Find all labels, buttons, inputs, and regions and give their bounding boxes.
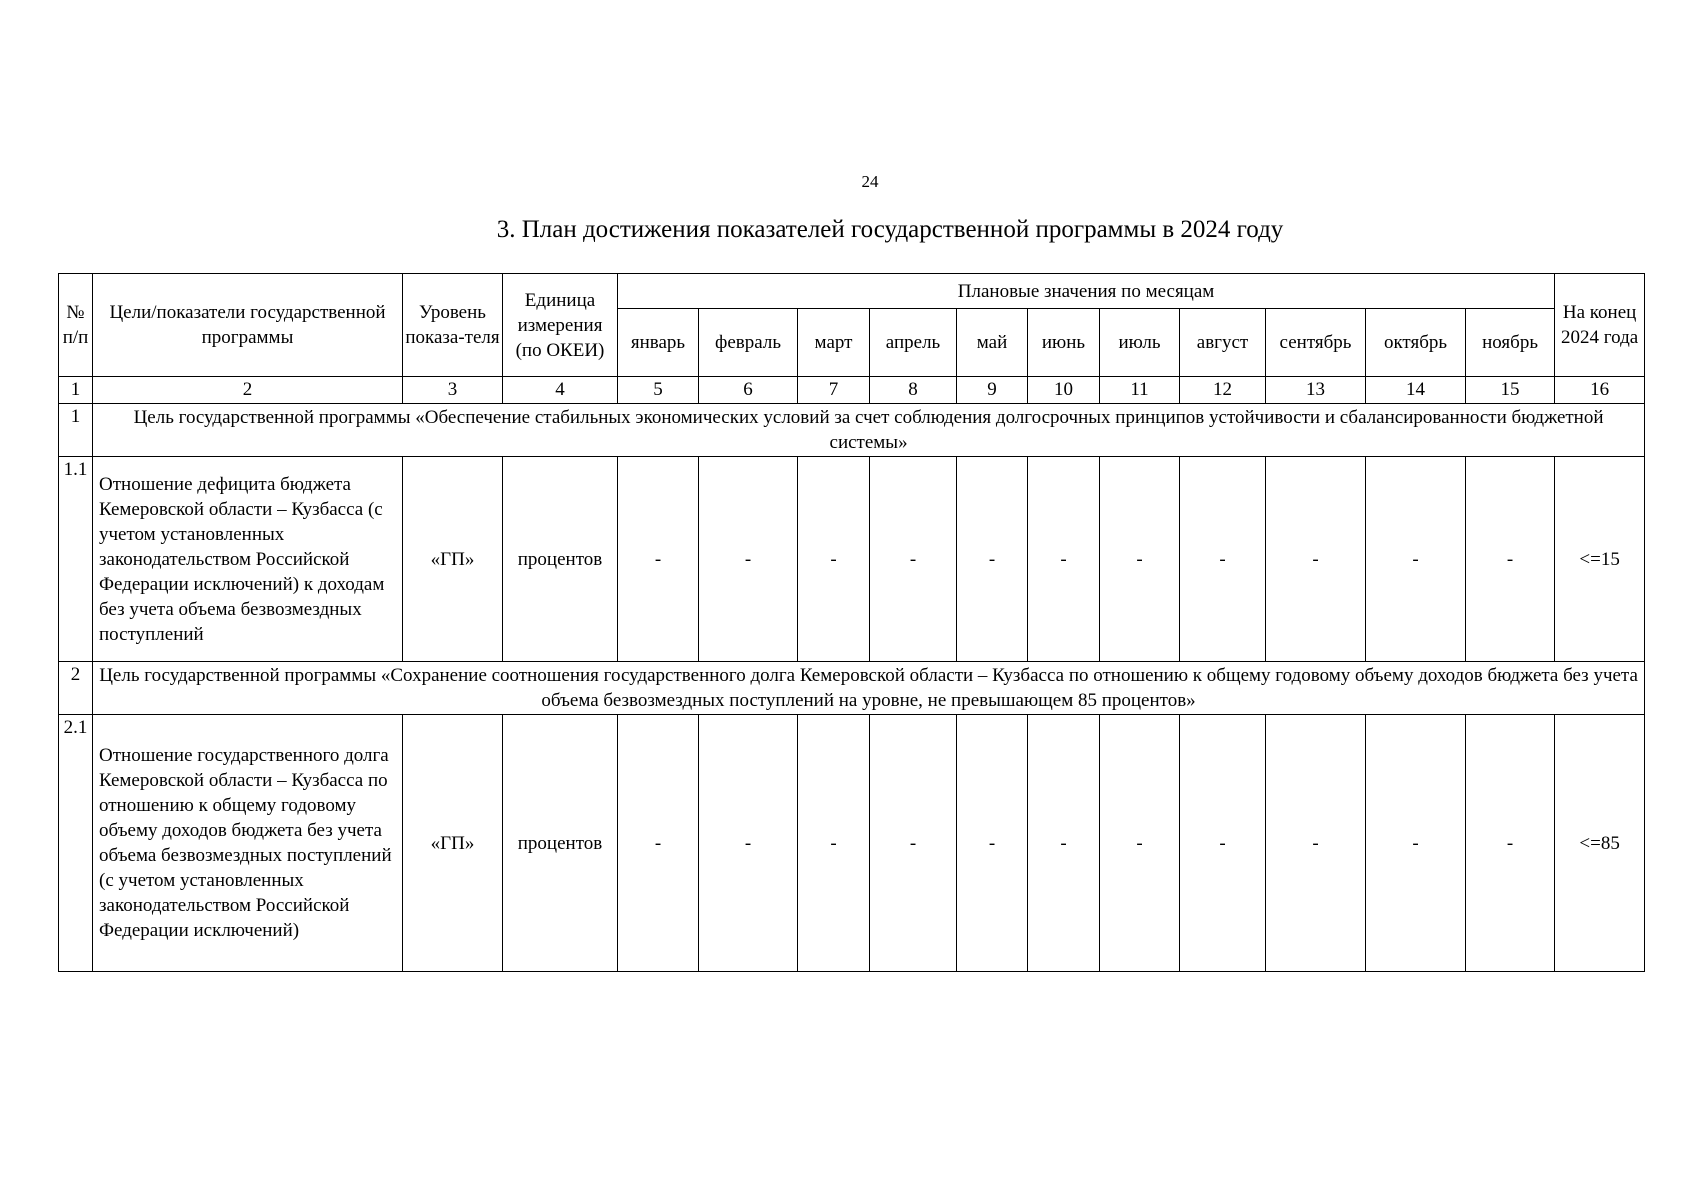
column-number: 4 <box>503 377 618 404</box>
header-month: апрель <box>870 309 957 377</box>
row-number: 2.1 <box>59 715 93 972</box>
column-number: 5 <box>618 377 699 404</box>
column-number: 15 <box>1466 377 1555 404</box>
row-number: 1 <box>59 404 93 457</box>
month-value: - <box>957 715 1028 972</box>
column-number: 6 <box>699 377 798 404</box>
month-value: - <box>798 715 870 972</box>
month-value: - <box>1100 715 1180 972</box>
month-value: - <box>957 457 1028 662</box>
row-number: 1.1 <box>59 457 93 662</box>
month-value: - <box>1180 457 1266 662</box>
header-month: февраль <box>699 309 798 377</box>
month-value: - <box>1366 715 1466 972</box>
header-month: ноябрь <box>1466 309 1555 377</box>
header-planned-values: Плановые значения по месяцам <box>618 274 1555 309</box>
column-number: 3 <box>403 377 503 404</box>
header-month: октябрь <box>1366 309 1466 377</box>
indicator-unit: процентов <box>503 457 618 662</box>
month-value: - <box>1028 715 1100 972</box>
column-number: 14 <box>1366 377 1466 404</box>
header-month: сентябрь <box>1266 309 1366 377</box>
month-value: - <box>699 715 798 972</box>
month-value: - <box>870 715 957 972</box>
column-number: 10 <box>1028 377 1100 404</box>
month-value: - <box>618 715 699 972</box>
month-value: - <box>1266 715 1366 972</box>
page-number: 24 <box>861 172 879 191</box>
header-month: август <box>1180 309 1266 377</box>
goal-row <box>59 662 1645 715</box>
month-value: - <box>1180 715 1266 972</box>
month-value: - <box>1028 457 1100 662</box>
header-month: январь <box>618 309 699 377</box>
header-month: июль <box>1100 309 1180 377</box>
header-month: май <box>957 309 1028 377</box>
column-number: 1 <box>59 377 93 404</box>
month-value: - <box>618 457 699 662</box>
header-month: март <box>798 309 870 377</box>
year-end-value: <=15 <box>1555 457 1645 662</box>
header-num: № п/п <box>59 274 93 377</box>
row-number: 2 <box>59 662 93 715</box>
column-number: 7 <box>798 377 870 404</box>
header-month: июнь <box>1028 309 1100 377</box>
column-number: 13 <box>1266 377 1366 404</box>
column-number: 8 <box>870 377 957 404</box>
header-goals: Цели/показатели государственной программы <box>93 274 403 377</box>
month-value: - <box>699 457 798 662</box>
indicator-level: «ГП» <box>403 715 503 972</box>
plan-table <box>58 273 1645 972</box>
column-number: 16 <box>1555 377 1645 404</box>
indicator-row <box>59 457 1645 662</box>
month-value: - <box>1100 457 1180 662</box>
month-value: - <box>870 457 957 662</box>
goal-text: Цель государственной программы «Сохранение соотношения государственного долга Кемеровской области – Кузбасса по отношению к общему годовому объему доходов бюджета без учета объема безвозмездных поступлений на уровне, не превышающем 85 процентов» <box>93 662 1645 715</box>
indicator-row <box>59 715 1645 972</box>
month-value: - <box>1466 715 1555 972</box>
goal-row <box>59 404 1645 457</box>
column-numbers-row <box>59 377 1645 404</box>
indicator-name: Отношение государственного долга Кемеровской области – Кузбасса по отношению к общему годовому объему доходов бюджета без учета объема безвозмездных поступлений (с учетом установленных законодательством Российской Федерации исключений) <box>93 715 403 972</box>
page-title: 3. План достижения показателей государственной программы в 2024 году <box>496 216 1284 243</box>
column-number: 2 <box>93 377 403 404</box>
header-unit: Единица измерения (по ОКЕИ) <box>503 274 618 377</box>
month-value: - <box>1266 457 1366 662</box>
indicator-unit: процентов <box>503 715 618 972</box>
month-value: - <box>1366 457 1466 662</box>
month-value: - <box>798 457 870 662</box>
month-value: - <box>1466 457 1555 662</box>
header-year-end: На конец 2024 года <box>1555 274 1645 377</box>
year-end-value: <=85 <box>1555 715 1645 972</box>
indicator-name: Отношение дефицита бюджета Кемеровской области – Кузбасса (с учетом установленных законодательством Российской Федерации исключений) к доходам без учета объема безвозмездных поступлений <box>93 457 403 662</box>
goal-text: Цель государственной программы «Обеспечение стабильных экономических условий за счет соблюдения долгосрочных принципов устойчивости и сбалансированности бюджетной системы» <box>93 404 1645 457</box>
column-number: 11 <box>1100 377 1180 404</box>
column-number: 9 <box>957 377 1028 404</box>
indicator-level: «ГП» <box>403 457 503 662</box>
column-number: 12 <box>1180 377 1266 404</box>
header-level: Уровень показа-теля <box>403 274 503 377</box>
